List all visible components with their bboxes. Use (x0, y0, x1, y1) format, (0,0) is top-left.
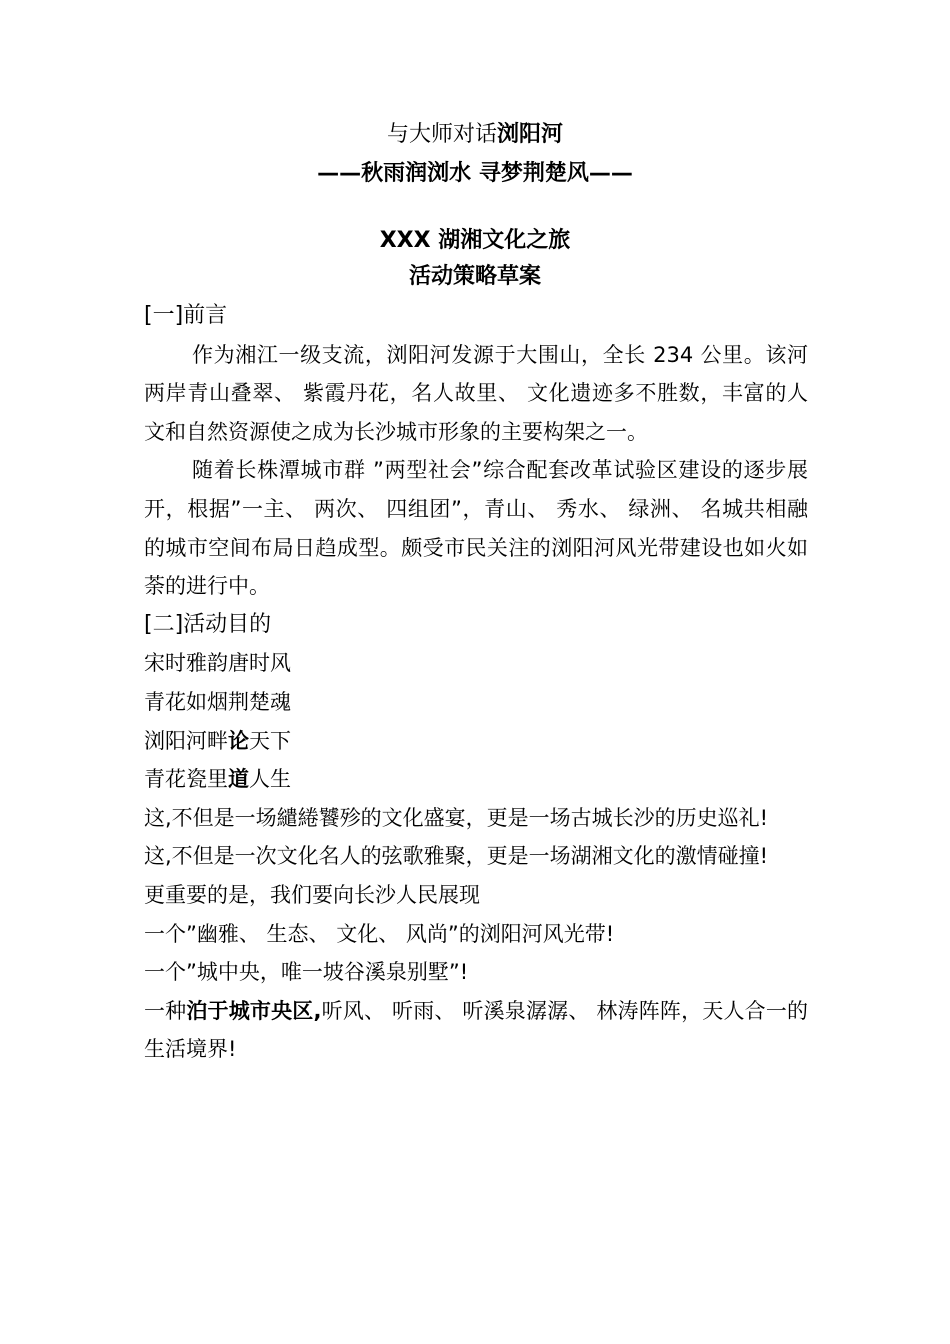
poem-line-4-bold: 道 (228, 767, 249, 792)
document-body (144, 297, 808, 1069)
title-line-1-prefix: 与大师对话 (386, 122, 497, 147)
purpose-line-10 (144, 992, 808, 1069)
section-2-heading: [二]活动目的 (144, 611, 272, 637)
title-line-1-bold: 浏阳河 (497, 122, 564, 147)
poem-line-4 (144, 760, 808, 799)
purpose-line-6: 这,不但是一次文化名人的弦歌雅聚，更是一场湖湘文化的激情碰撞! (144, 844, 769, 869)
title-line-1 (0, 120, 950, 150)
purpose-line-10-prefix: 一种 (144, 998, 187, 1023)
purpose-line-9: 一个”城中央，唯一坡谷溪泉别墅”! (144, 960, 469, 985)
poem-line-4-prefix: 青花瓷里 (144, 767, 228, 792)
poem-line-3-suffix: 天下 (249, 728, 291, 753)
poem-line-3 (144, 722, 808, 761)
section-1-paragraph-2: 随着长株潭城市群 ”两型社会”综合配套改革试验区建设的逐步展开，根据”一主、 两次、 四组团”，青山、 秀水、 绿洲、 名城共相融的城市空间布局日趋成型。颇受市民关注的浏阳河风光带建设也如火如荼的进行中。 (144, 458, 808, 599)
purpose-line-10-suffix: 听风、 听雨、 听溪泉潺潺、 林涛阵阵，天人合一的生活境界! (144, 998, 809, 1062)
purpose-line-8: 一个”幽雅、 生态、 文化、 风尚”的浏阳河风光带! (144, 921, 615, 946)
subtitle: ——秋雨润浏水 寻梦荆楚风—— (317, 161, 633, 186)
poem-line-3-prefix: 浏阳河畔 (144, 728, 228, 753)
title-line-3: XXX 湖湘文化之旅 (379, 228, 571, 253)
purpose-line-10-bold: 泊于城市央区, (186, 998, 322, 1023)
purpose-line-7: 更重要的是，我们要向长沙人民展现 (144, 882, 480, 907)
purpose-line-5: 这,不但是一场繾綣饕殄的文化盛宴，更是一场古城长沙的历史巡礼! (144, 805, 769, 830)
section-1-paragraph-1: 作为湘江一级支流，浏阳河发源于大围山，全长 234 公里。该河两岸青山叠翠、 紫霞丹花，名人故里、 文化遗迹多不胜数，丰富的人文和自然资源使之成为长沙城市形象的主要构架之一。 (144, 342, 808, 444)
poem-line-1: 宋时雅韵唐时风 (144, 651, 291, 676)
poem-line-2: 青花如烟荆楚魂 (144, 689, 291, 714)
title-line-4: 活动策略草案 (408, 264, 541, 289)
poem-line-3-bold: 论 (228, 728, 249, 753)
poem-line-4-suffix: 人生 (249, 767, 291, 792)
section-1-heading: [一]前言 (144, 303, 228, 328)
